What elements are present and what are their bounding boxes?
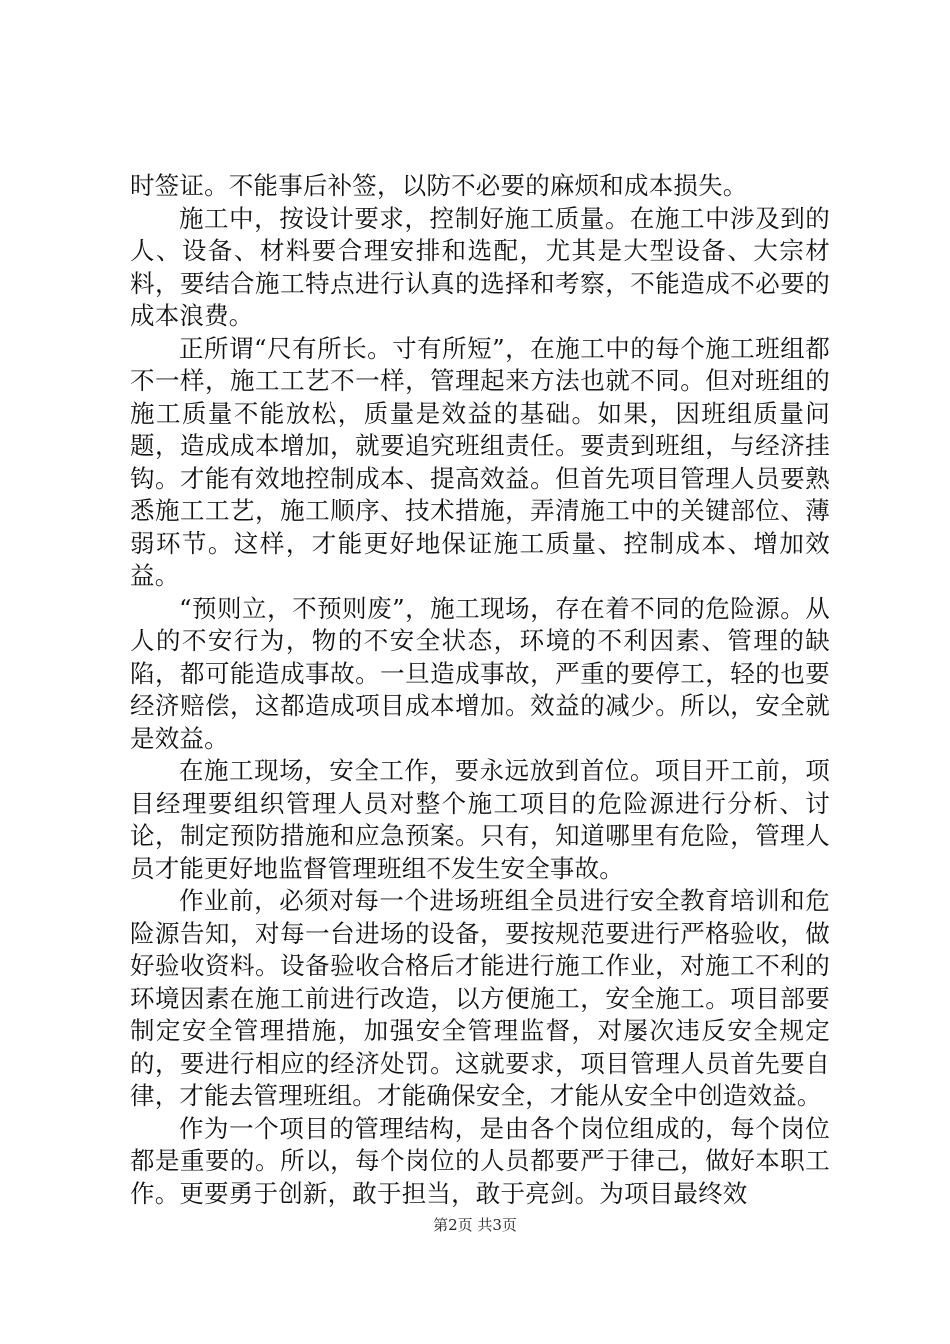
paragraph-1: 时签证。不能事后补签，以防不必要的麻烦和成本损失。 — [130, 171, 748, 200]
paragraph-3: 正所谓“尺有所长。寸有所短”，在施工中的每个施工班组都不一样，施工工艺不一样，管理起来方法也就不同。但对班组的施工质量不能放松，质量是效益的基础。如果，因班组质量问题，造成成本增加，就要追究班组责任。要责到班组，与经济挂钩。才能有效地控制成本、提高效益。但首先项目管理人员要熟悉施工工艺，施工顺序、技术措施，弄清施工中的关键部位、薄弱环节。这样，才能更好地保证施工质量、控制成本、增加效益。 — [130, 333, 830, 590]
page-number-label: 第2页 共3页 — [433, 1216, 517, 1234]
paragraph-6: 作业前，必须对每一个进场班组全员进行安全教育培训和危险源告知，对每一台进场的设备，要按规范要进行严格验收，做好验收资料。设备验收合格后才能进行施工作业，对施工不利的环境因素在施工前进行改造，以方便施工，安全施工。项目部要制定安全管理措施，加强安全管理监督，对屡次违反安全规定的，要进行相应的经济处罚。这就要求，项目管理人员首先要自律，才能去管理班组。才能确保安全，才能从安全中创造效益。 — [130, 886, 830, 1110]
paragraph-2: 施工中，按设计要求，控制好施工质量。在施工中涉及到的人、设备、材料要合理安排和选配，尤其是大型设备、大宗材料，要结合施工特点进行认真的选择和考察，不能造成不必要的成本浪费。 — [130, 203, 830, 330]
paragraph-4: “预则立，不预则废”，施工现场，存在着不同的危险源。从人的不安行为，物的不安全状态，环境的不利因素、管理的缺陷，都可能造成事故。一旦造成事故，严重的要停工，轻的也要经济赔偿，这都造成项目成本增加。效益的减少。所以，安全就是效益。 — [130, 593, 830, 753]
paragraph-5: 在施工现场，安全工作，要永远放到首位。项目开工前，项目经理要组织管理人员对整个施工项目的危险源进行分析、讨论，制定预防措施和应急预案。只有，知道哪里有危险，管理人员才能更好地监督管理班组不发生安全事故。 — [130, 756, 830, 883]
paragraph-7: 作为一个项目的管理结构，是由各个岗位组成的，每个岗位都是重要的。所以，每个岗位的人员都要严于律己，做好本职工作。更要勇于创新，敢于担当，敢于亮剑。为项目最终效 — [130, 1113, 830, 1208]
page-footer — [0, 1215, 950, 1235]
document-body — [130, 170, 830, 1210]
